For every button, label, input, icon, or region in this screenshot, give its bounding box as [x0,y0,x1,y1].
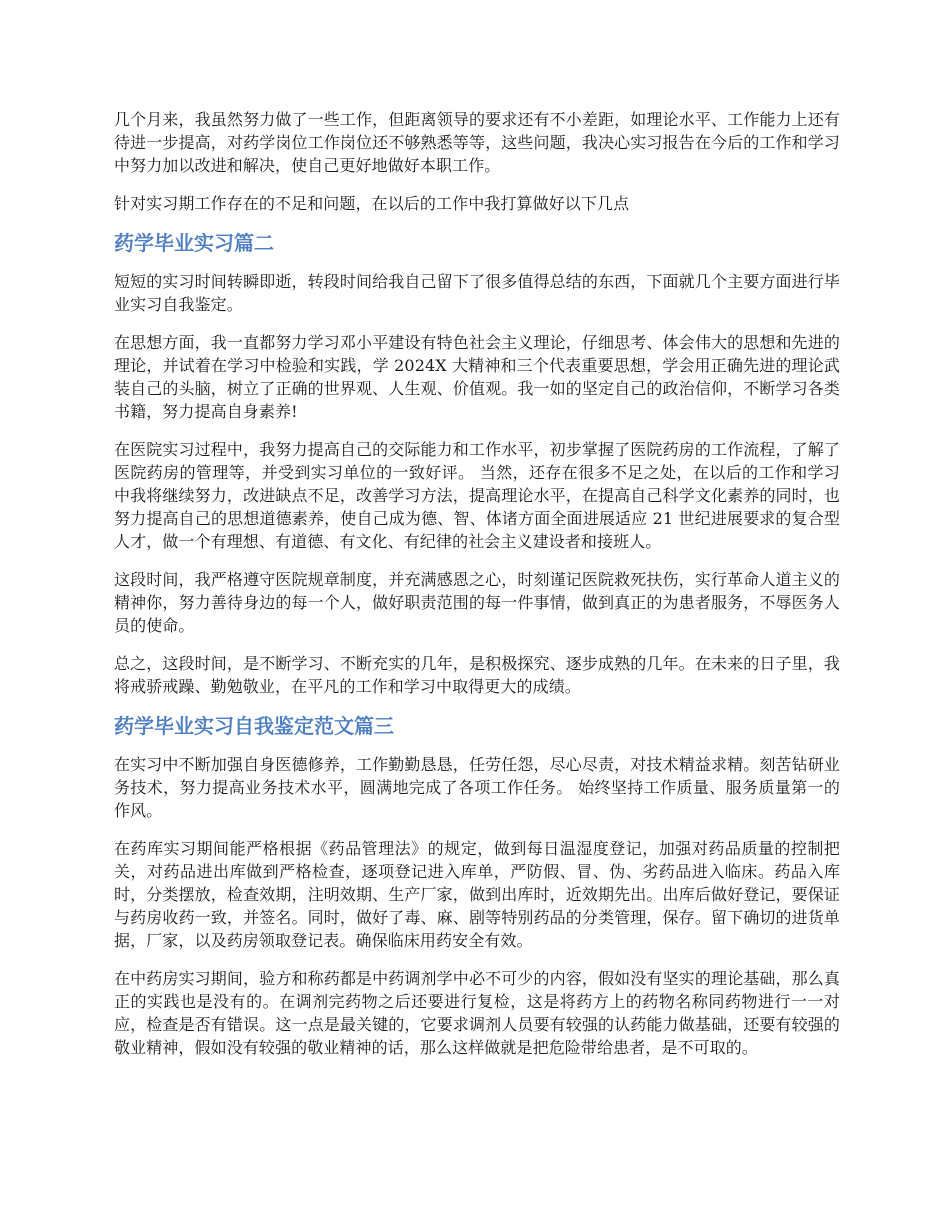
body-paragraph: 总之，这段时间，是不断学习、不断充实的几年，是积极探究、逐步成熟的几年。在未来的日子里，我将戒骄戒躁、勤勉敬业，在平凡的工作和学习中取得更大的成绩。 [114,654,840,696]
body-paragraph: 在医院实习过程中，我努力提高自己的交际能力和工作水平，初步掌握了医院药房的工作流程，了解了医院药房的管理等，并受到实习单位的一致好评。 当然，还存在很多不足之处，在以后的工作和学习中我将继续努力，改进缺点不足，改善学习方法，提高理论水平，在提高自己科学文化素养的同时，也努力提高自己的思想道德素养，使自己成为德、智、体诸方面全面进展适应 21 世纪进展要求的复合型人才，做一个有理想、有道德、有文化、有纪律的社会主义建设者和接班人。 [114,440,840,551]
body-paragraph: 短短的实习时间转瞬即逝，转段时间给我自己留下了很多值得总结的东西，下面就几个主要方面进行毕业实习自我鉴定。 [114,272,840,314]
body-paragraph: 在药库实习期间能严格根据《药品管理法》的规定，做到每日温湿度登记，加强对药品质量的控制把关，对药品进出库做到严格检查，逐项登记进入库单，严防假、冒、伪、劣药品进入临床。药品入库时，分类摆放，检查效期，注明效期、生产厂家，做到出库时，近效期先出。出库后做好登记，要保证与药房收药一致，并签名。同时，做好了毒、麻、剧等特别药品的分类管理，保存。留下确切的进货单据，厂家，以及药房领取登记表。确保临床用药安全有效。 [114,839,840,950]
intro-paragraph: 几个月来，我虽然努力做了一些工作，但距离领导的要求还有不小差距，如理论水平、工作能力上还有待进一步提高，对药学岗位工作岗位还不够熟悉等等，这些问题，我决心实习报告在今后的工作和学习中努力加以改进和解决，使自己更好地做好本职工作。 [114,110,840,175]
body-paragraph: 在思想方面，我一直都努力学习邓小平建设有特色社会主义理论，仔细思考、体会伟大的思想和先进的理论，并试着在学习中检验和实践，学 2024X 大精神和三个代表重要思想，学会用正确先进的理论武装自己的头脑，树立了正确的世界观、人生观、价值观。我一如的坚定自己的政治信仰，不断学习各类书籍，努力提高自身素养! [114,333,840,421]
section-heading: 药学毕业实习篇二 [114,231,274,255]
section-heading: 药学毕业实习自我鉴定范文篇三 [114,714,394,738]
body-paragraph: 在实习中不断加强自身医德修养，工作勤勤恳恳，任劳任怨，尽心尽责，对技术精益求精。刻苦钻研业务技术，努力提高业务技术水平，圆满地完成了各项工作任务。 始终坚持工作质量、服务质量第一的作风。 [114,755,840,820]
intro-paragraph: 针对实习期工作存在的不足和问题，在以后的工作中我打算做好以下几点 [114,194,630,213]
document-page [114,108,840,1074]
body-paragraph: 在中药房实习期间，验方和称药都是中药调剂学中必不可少的内容，假如没有坚实的理论基础，那么真正的实践也是没有的。在调剂完药物之后还要进行复检，这是将药方上的药物名称同药物进行一一对应，检查是否有错误。这一点是最关键的，它要求调剂人员要有较强的认药能力做基础，还要有较强的敬业精神，假如没有较强的敬业精神的话，那么这样做就是把危险带给患者，是不可取的。 [114,969,840,1057]
body-paragraph: 这段时间，我严格遵守医院规章制度，并充满感恩之心，时刻谨记医院救死扶伤，实行革命人道主义的精神你，努力善待身边的每一个人，做好职责范围的每一件事情，做到真正的为患者服务，不辱医务人员的使命。 [114,570,840,635]
